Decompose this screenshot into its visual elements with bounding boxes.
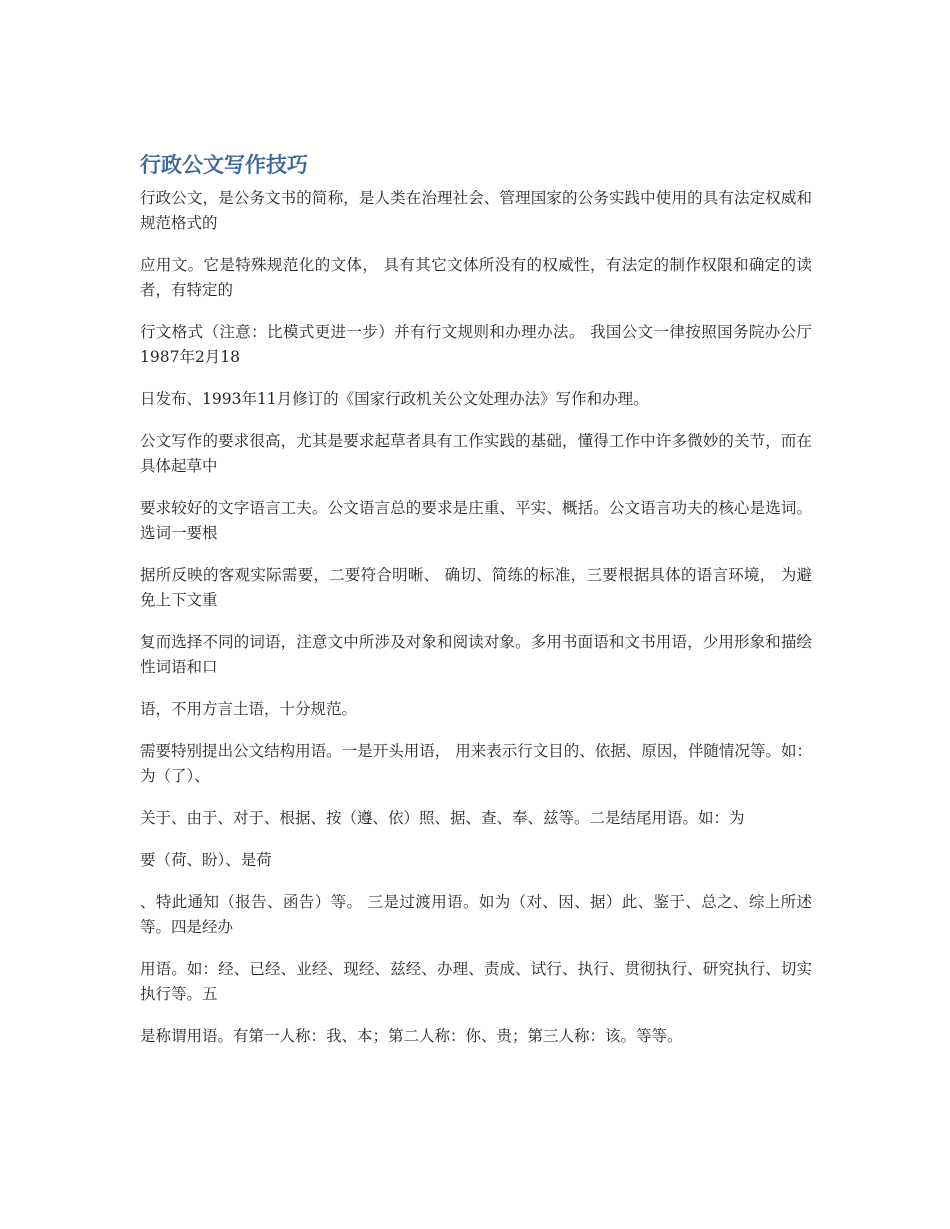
- paragraph: 行政公文，是公务文书的简称，是人类在治理社会、管理国家的公务实践中使用的具有法定权威和规范格式的: [140, 189, 812, 232]
- paragraph: 应用文。它是特殊规范化的文体， 具有其它文体所没有的权威性，有法定的制作权限和确定的读者，有特定的: [140, 256, 812, 299]
- paragraph: 需要特别提出公文结构用语。一是开头用语， 用来表示行文目的、依据、原因，伴随情况等。如：为（了）、: [140, 742, 812, 785]
- paragraph: 据所反映的客观实际需要，二要符合明晰、 确切、简练的标准，三要根据具体的语言环境， 为避免上下文重: [140, 566, 812, 609]
- paragraph: 复而选择不同的词语，注意文中所涉及对象和阅读对象。多用书面语和文书用语，少用形象和描绘性词语和口: [140, 633, 812, 676]
- paragraph: 要求较好的文字语言工夫。公文语言总的要求是庄重、平实、概括。公文语言功夫的核心是选词。选词一要根: [140, 499, 812, 542]
- paragraph: 要（荷、盼）、是荷: [140, 851, 272, 869]
- paragraph: 日发布、1993年11月修订的《国家行政机关公文处理办法》写作和办理。: [140, 390, 649, 408]
- paragraph: 关于、由于、对于、根据、按（遵、依）照、据、查、奉、兹等。二是结尾用语。如：为: [140, 809, 745, 827]
- paragraph: 、特此通知（报告、函告）等。 三是过渡用语。如为（对、因、据）此、鉴于、总之、综上所述等。四是经办: [140, 893, 812, 936]
- document-title: 行政公文写作技巧: [140, 153, 308, 177]
- paragraph: 是称谓用语。有第一人称：我、本；第二人称：你、贵；第三人称：该。等等。: [140, 1027, 683, 1045]
- document-body: [140, 150, 812, 1066]
- paragraph: 行文格式（注意：比模式更进一步）并有行文规则和办理办法。 我国公文一律按照国务院办公厅1987年2月18: [140, 323, 812, 366]
- paragraph: 语，不用方言土语，十分规范。: [140, 700, 358, 718]
- paragraph: 公文写作的要求很高，尤其是要求起草者具有工作实践的基础，懂得工作中许多微妙的关节，而在具体起草中: [140, 432, 812, 475]
- paragraph: 用语。如：经、已经、业经、现经、兹经、办理、责成、试行、执行、贯彻执行、研究执行、切实执行等。五: [140, 960, 812, 1003]
